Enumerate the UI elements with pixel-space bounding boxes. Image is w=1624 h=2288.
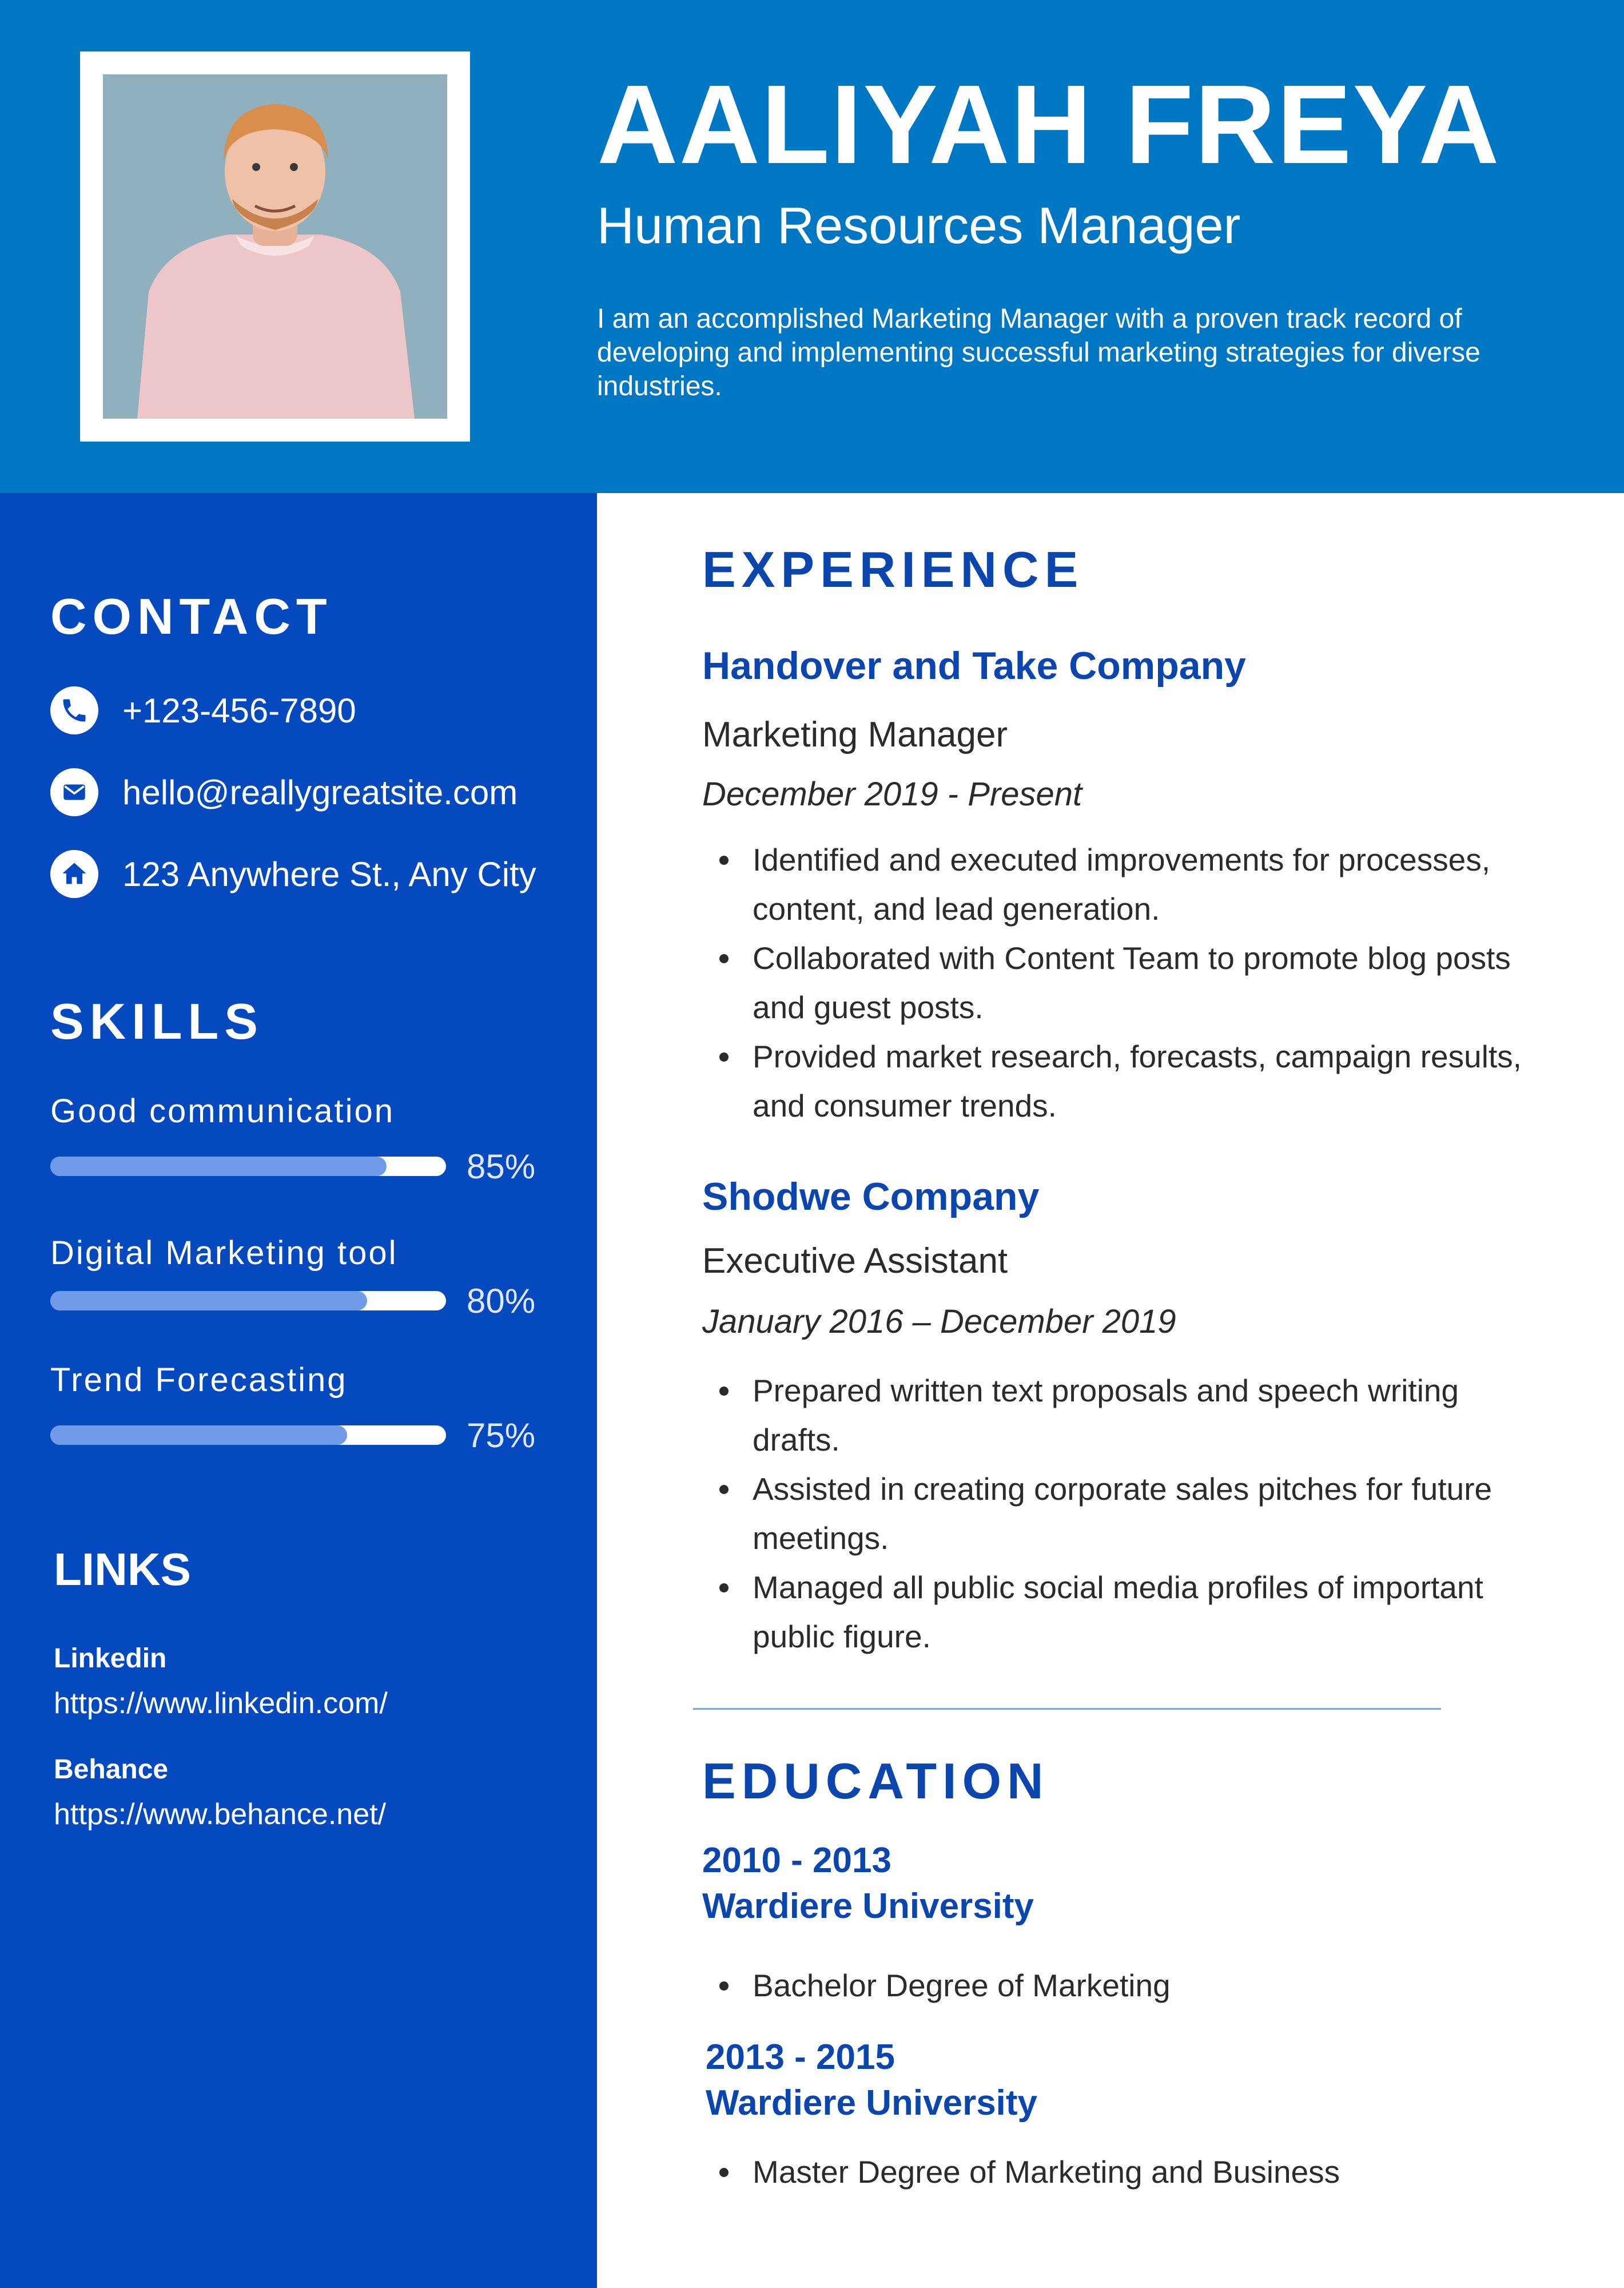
job-company: Handover and Take Company <box>702 644 1246 688</box>
section-divider <box>693 1708 1441 1710</box>
education-school: Wardiere University <box>706 2083 1038 2123</box>
contact-email[interactable] <box>50 766 518 818</box>
link-url-behance[interactable]: https://www.behance.net/ <box>54 1798 387 1831</box>
list-item: Collaborated with Content Team to promote blog posts and guest posts. <box>702 934 1526 1032</box>
education-years: 2013 - 2015 <box>706 2037 895 2077</box>
profile-photo <box>103 74 447 419</box>
candidate-name: AALIYAH FREYA <box>597 62 1500 187</box>
contact-email-text: hello@reallygreatsite.com <box>122 773 518 812</box>
links-heading: LINKS <box>54 1544 191 1595</box>
skill-bar <box>50 1157 446 1176</box>
job-dates: December 2019 - Present <box>702 776 1082 813</box>
skill-bar <box>50 1291 446 1310</box>
list-item: Master Degree of Marketing and Business <box>702 2147 1526 2196</box>
list-item: Identified and executed improvements for processes, content, and lead generation. <box>702 835 1526 934</box>
contact-phone[interactable] <box>50 685 356 736</box>
candidate-title: Human Resources Manager <box>597 197 1241 255</box>
job-role: Executive Assistant <box>702 1241 1008 1281</box>
profile-photo-frame <box>80 51 470 442</box>
education-bullets <box>702 2147 1526 2196</box>
link-label-behance: Behance <box>54 1754 169 1785</box>
link-url-linkedin[interactable]: https://www.linkedin.com/ <box>54 1687 388 1720</box>
education-heading: EDUCATION <box>702 1753 1049 1809</box>
experience-heading: EXPERIENCE <box>702 541 1084 598</box>
profile-summary: I am an accomplished Marketing Manager with a proven track record of developing and implementing successful marketing strategies for diverse industries. <box>597 304 1480 402</box>
skill-percent: 75% <box>467 1416 536 1455</box>
skill-bar-fill <box>50 1157 387 1176</box>
skill-bar-fill <box>50 1291 367 1310</box>
contact-address <box>50 848 536 900</box>
sidebar <box>0 493 597 2288</box>
contact-phone-text: +123-456-7890 <box>122 691 356 730</box>
skill-percent: 85% <box>467 1147 536 1186</box>
job-role: Marketing Manager <box>702 715 1008 754</box>
list-item: Assisted in creating corporate sales pitches for future meetings. <box>702 1464 1526 1563</box>
job-bullets <box>702 1366 1526 1661</box>
job-bullets <box>702 835 1526 1130</box>
education-years: 2010 - 2013 <box>702 1841 891 1880</box>
list-item: Bachelor Degree of Marketing <box>702 1961 1526 2010</box>
profile-photo-illustration <box>103 74 447 419</box>
list-item: Managed all public social media profiles of important public figure. <box>702 1563 1526 1661</box>
skill-label: Good communication <box>50 1093 395 1130</box>
list-item: Provided market research, forecasts, campaign results, and consumer trends. <box>702 1032 1526 1130</box>
skill-label: Trend Forecasting <box>50 1361 348 1399</box>
link-label-linkedin: Linkedin <box>54 1643 167 1674</box>
mail-icon <box>50 768 98 816</box>
list-item: Prepared written text proposals and speech writing drafts. <box>702 1366 1526 1464</box>
skill-label: Digital Marketing tool <box>50 1234 398 1272</box>
education-bullets <box>702 1961 1526 2010</box>
contact-heading: CONTACT <box>50 588 333 645</box>
skill-bar <box>50 1425 446 1445</box>
phone-icon <box>50 686 98 734</box>
job-dates: January 2016 – December 2019 <box>702 1303 1176 1340</box>
skill-percent: 80% <box>467 1282 536 1320</box>
home-icon <box>50 850 98 898</box>
job-company: Shodwe Company <box>702 1175 1040 1218</box>
skill-bar-fill <box>50 1425 347 1445</box>
skills-heading: SKILLS <box>50 993 264 1050</box>
contact-address-text: 123 Anywhere St., Any City <box>122 855 536 893</box>
header-banner <box>0 0 1624 493</box>
education-school: Wardiere University <box>702 1886 1034 1926</box>
